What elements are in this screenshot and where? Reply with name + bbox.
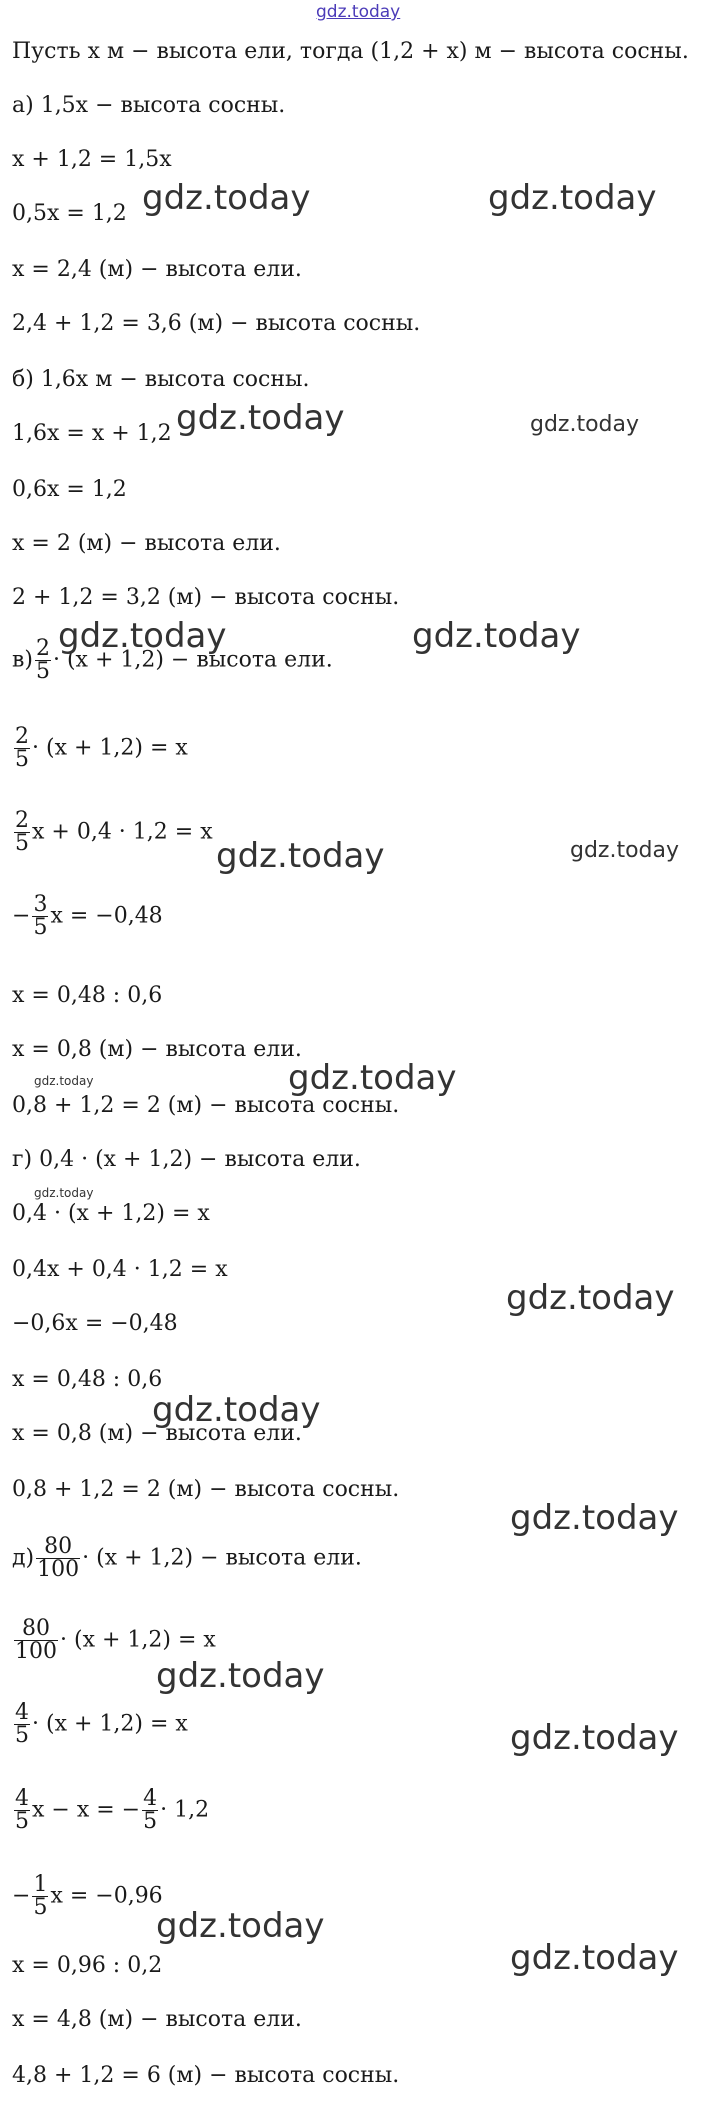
solution-line-fraction (12, 1702, 188, 1747)
solution-line: x = 0,8 (м) − высота ели. (12, 1421, 302, 1446)
watermark: gdz.today (156, 1906, 325, 1946)
solution-line: x + 1,2 = 1,5x (12, 147, 172, 172)
solution-line: x = 2,4 (м) − высота ели. (12, 257, 302, 282)
solution-line: x = 0,48 : 0,6 (12, 1367, 163, 1392)
solution-line-fraction (12, 1788, 209, 1833)
line-suffix: · (x + 1,2) − высота ели. (82, 1545, 362, 1571)
line-suffix: x − x = − (32, 1797, 141, 1823)
watermark: gdz.today (570, 838, 680, 863)
line-suffix: · 1,2 (160, 1797, 210, 1823)
solution-line: 0,5x = 1,2 (12, 201, 127, 226)
solution-line: б) 1,6x м − высота сосны. (12, 367, 310, 392)
solution-line: г) 0,4 · (x + 1,2) − высота ели. (12, 1147, 361, 1172)
solution-line: 2,4 + 1,2 = 3,6 (м) − высота сосны. (12, 311, 421, 336)
line-prefix: − (12, 1883, 31, 1909)
solution-line: x = 0,96 : 0,2 (12, 1953, 163, 1978)
fraction: $\frac{4}{5}$ (143, 1786, 158, 1834)
watermark: gdz.today (530, 412, 640, 437)
watermark: gdz.today (152, 1390, 321, 1430)
line-suffix: · (x + 1,2) − высота ели. (52, 647, 333, 673)
watermark: gdz.today (412, 616, 581, 656)
watermark: gdz.today (506, 1278, 675, 1318)
solution-line: 0,4 · (x + 1,2) = x (12, 1201, 210, 1226)
watermark: gdz.today (510, 1718, 679, 1758)
solution-line-fraction (12, 1536, 362, 1581)
watermark: gdz.today (34, 1074, 94, 1088)
solution-line: 2 + 1,2 = 3,2 (м) − высота сосны. (12, 585, 400, 610)
watermark: gdz.today (510, 1498, 679, 1538)
solution-line: 0,8 + 1,2 = 2 (м) − высота сосны. (12, 1093, 400, 1118)
solution-line-fraction (12, 810, 213, 855)
solution-line-intro: Пусть x м − высота ели, тогда (1,2 + x) м − высота сосны. (12, 39, 689, 64)
line-suffix: · (x + 1,2) = x (60, 1627, 216, 1653)
watermark: gdz.today (216, 836, 385, 876)
fraction: $\frac{4}{5}$ (15, 1786, 29, 1834)
solution-line: x = 0,48 : 0,6 (12, 983, 163, 1008)
solution-line: −0,6x = −0,48 (12, 1311, 178, 1336)
solution-line: а) 1,5x − высота сосны. (12, 93, 286, 118)
fraction: $\frac{1}{5}$ (33, 1872, 48, 1920)
solution-line: x = 0,8 (м) − высота ели. (12, 1037, 302, 1062)
watermark: gdz.today (142, 178, 311, 218)
watermark: gdz.today (510, 1938, 679, 1978)
solution-line: 1,6x = x + 1,2 (12, 421, 172, 446)
watermark-top: gdz.today (316, 2, 401, 22)
solution-line: 0,6x = 1,2 (12, 477, 127, 502)
fraction: $\frac{4}{5}$ (15, 1700, 29, 1748)
watermark: gdz.today (58, 616, 227, 656)
watermark: gdz.today (176, 398, 345, 438)
line-suffix: x = −0,48 (50, 903, 163, 929)
line-prefix: − (12, 903, 31, 929)
watermark: gdz.today (156, 1656, 325, 1696)
line-suffix: x = −0,96 (50, 1883, 163, 1909)
fraction: $\frac{3}{5}$ (33, 892, 48, 940)
fraction: $\frac{2}{5}$ (35, 636, 50, 684)
solution-line-fraction (12, 726, 188, 771)
fraction: $\frac{80}{100}$ (37, 1534, 80, 1582)
line-prefix: в) (12, 647, 33, 673)
line-prefix: д) (12, 1545, 35, 1571)
line-suffix: · (x + 1,2) = x (32, 735, 188, 761)
watermark: gdz.today (288, 1058, 457, 1098)
solution-line: 4,8 + 1,2 = 6 (м) − высота сосны. (12, 2063, 400, 2088)
line-suffix: x + 0,4 · 1,2 = x (32, 819, 213, 845)
watermark: gdz.today (488, 178, 657, 218)
fraction: $\frac{80}{100}$ (15, 1616, 57, 1664)
solution-line: 0,8 + 1,2 = 2 (м) − высота сосны. (12, 1477, 400, 1502)
solution-line: 0,4x + 0,4 · 1,2 = x (12, 1257, 228, 1282)
solution-line-fraction (12, 1874, 163, 1919)
fraction: $\frac{2}{5}$ (15, 808, 29, 856)
line-suffix: · (x + 1,2) = x (32, 1711, 188, 1737)
fraction: $\frac{2}{5}$ (15, 724, 29, 772)
watermark: gdz.today (34, 1186, 94, 1200)
solution-line: x = 4,8 (м) − высота ели. (12, 2007, 302, 2032)
solution-line: x = 2 (м) − высота ели. (12, 531, 281, 556)
solution-line-fraction (12, 894, 163, 939)
